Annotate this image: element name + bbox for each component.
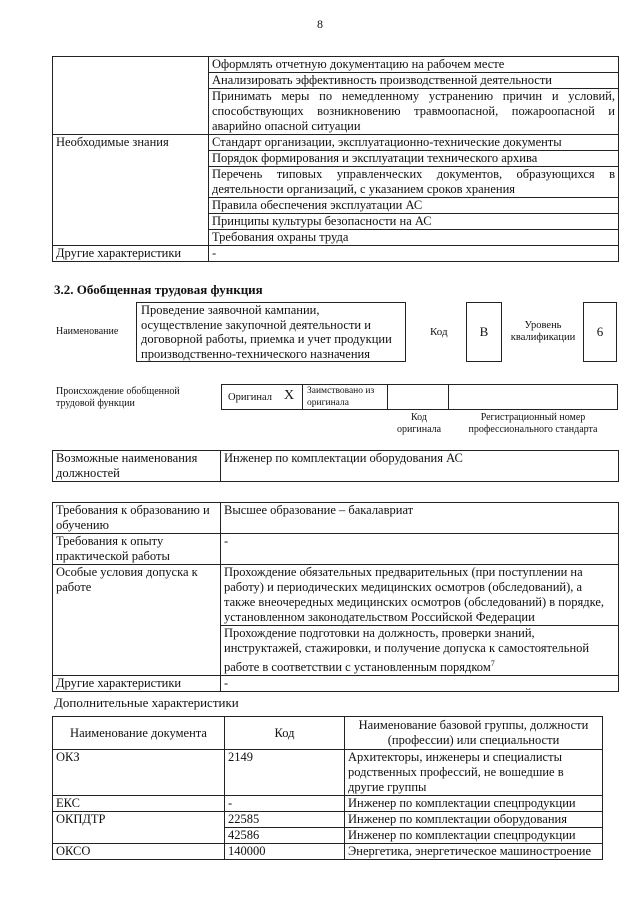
table-row	[53, 812, 603, 828]
table-cell-value: -	[221, 676, 619, 692]
requirements-table	[52, 502, 619, 692]
name-cell: Инженер по комплектации спецпродукции	[345, 828, 603, 844]
name-cell: Инженер по комплектации спецпродукции	[345, 796, 603, 812]
table-row	[53, 534, 619, 565]
table-cell-value: Анализировать эффективность производственной деятельности	[209, 73, 619, 89]
code-cell: 42586	[225, 828, 345, 844]
table-cell-value: Прохождение обязательных предварительных (при поступлении на работу) и периодических медицинских осмотров (обследований), а также внеочередных медицинских осмотров (обследований) в порядке, установленном законодательством Российской Федерации	[221, 565, 619, 626]
table-cell-value: Оформлять отчетную документацию на рабочем месте	[209, 57, 619, 73]
code-cell: -	[225, 796, 345, 812]
footnote-mark: 7	[490, 659, 495, 668]
table-cell-value: Перечень типовых управленческих документов, образующихся в деятельности организаций, с указанием сроков хранения	[209, 167, 619, 198]
level-value: 6	[596, 324, 604, 339]
table-cell-value: Принципы культуры безопасности на АС	[209, 214, 619, 230]
additional-table	[52, 716, 603, 860]
section-title: 3.2. Обобщенная трудовая функция	[54, 282, 263, 297]
table-cell-value: Высшее образование – бакалавриат	[221, 503, 619, 534]
code-value: В	[479, 324, 489, 339]
reg-caption: Регистрационный номер профессионального стандарта	[468, 412, 598, 435]
table-row	[53, 451, 619, 482]
table-cell-value: Правила обеспечения эксплуатации АС	[209, 198, 619, 214]
skills-knowledge-table	[52, 56, 619, 262]
doc-cell: ОКСО	[53, 844, 225, 860]
table-cell-label: Требования к опыту практической работы	[53, 534, 221, 565]
function-name-box	[136, 302, 406, 362]
header-doc: Наименование документа	[53, 717, 225, 750]
table-cell-label: Требования к образованию и обучению	[53, 503, 221, 534]
table-row	[53, 246, 619, 262]
table-row	[53, 796, 603, 812]
table-row	[53, 750, 603, 796]
origin-reg-cell	[448, 384, 618, 410]
table-cell-value: -	[209, 246, 619, 262]
table-cell-label	[53, 57, 209, 135]
table-cell-value: Стандарт организации, эксплуатационно-технические документы	[209, 135, 619, 151]
original-label: Оригинал	[228, 392, 272, 403]
table-cell-label: Другие характеристики	[53, 676, 221, 692]
name-cell: Энергетика, энергетическое машиностроение	[345, 844, 603, 860]
doc-cell: ЕКС	[53, 796, 225, 812]
doc-cell: ОКПДТР	[53, 812, 225, 844]
table-header-row	[53, 717, 603, 750]
table-cell-value: Инженер по комплектации оборудования АС	[221, 451, 619, 482]
code-label: Код	[430, 326, 448, 338]
table-row	[53, 565, 619, 626]
name-cell: Архитекторы, инженеры и специалисты родственных профессий, не вошедшие в другие группы	[345, 750, 603, 796]
table-cell-value: -	[221, 534, 619, 565]
table-row	[53, 676, 619, 692]
table-row	[53, 57, 619, 73]
code-box	[466, 302, 502, 362]
name-label: Наименование	[56, 326, 119, 337]
requirement-text: Прохождение подготовки на должность, проверки знаний, инструктажей, стажировки, и получение допуска к самостоятельной работе в соответствии с установленным порядком	[224, 626, 590, 675]
table-row	[53, 135, 619, 151]
origin-label: Происхождение обобщенной трудовой функции	[56, 386, 180, 409]
code-cell: 22585	[225, 812, 345, 828]
table-cell-value	[221, 626, 619, 676]
table-cell-label: Необходимые знания	[53, 135, 209, 246]
table-cell-label: Другие характеристики	[53, 246, 209, 262]
code-cell: 140000	[225, 844, 345, 860]
level-box	[583, 302, 617, 362]
name-cell: Инженер по комплектации оборудования	[345, 812, 603, 828]
code-caption: Код оригинала	[396, 412, 442, 435]
level-label: Уровень квалификации	[510, 320, 576, 343]
header-code: Код	[225, 717, 345, 750]
original-mark: X	[284, 388, 295, 403]
doc-cell: ОКЗ	[53, 750, 225, 796]
additional-heading: Дополнительные характеристики	[54, 695, 239, 710]
origin-original-cell	[221, 384, 303, 410]
origin-code-cell	[387, 384, 449, 410]
table-cell-value: Порядок формирования и эксплуатации технического архива	[209, 151, 619, 167]
table-row	[53, 503, 619, 534]
positions-table	[52, 450, 619, 482]
page-number: 8	[317, 17, 323, 31]
table-cell-label: Особые условия допуска к работе	[53, 565, 221, 676]
header-name: Наименование базовой группы, должности (профессии) или специальности	[345, 717, 603, 750]
table-cell-value: Принимать меры по немедленному устранению причин и условий, способствующих возникновению травмоопасной, пожароопасной и аварийно опасной ситуации	[209, 89, 619, 135]
table-row	[53, 844, 603, 860]
origin-borrowed-cell	[302, 384, 388, 410]
code-cell: 2149	[225, 750, 345, 796]
table-cell-label: Возможные наименования должностей	[53, 451, 221, 482]
borrowed-label: Заимствовано из оригинала	[307, 386, 375, 408]
table-cell-value: Требования охраны труда	[209, 230, 619, 246]
function-name-value: Проведение заявочной кампании, осуществление закупочной деятельности и договорной работы, приемка и учет продукции производственно-технического назначения	[141, 303, 392, 361]
